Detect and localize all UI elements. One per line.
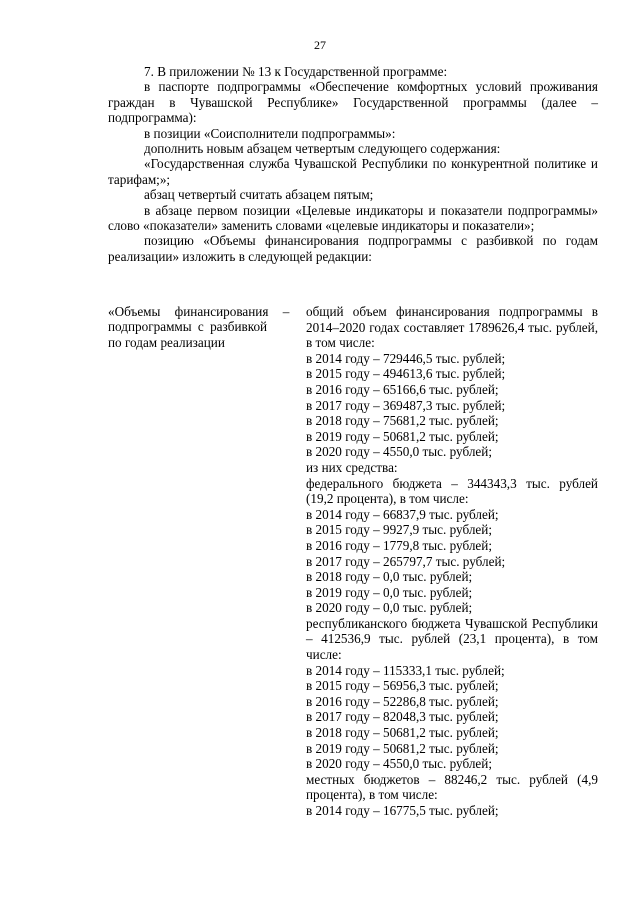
financing-year-line: в 2018 году – 75681,2 тыс. рублей;: [306, 413, 499, 429]
financing-year-line: в 2019 году – 0,0 тыс. рублей;: [306, 584, 473, 600]
amendment-text: [108, 64, 598, 264]
paragraph-passport: в паспорте подпрограммы «Обеспечение комфортных условий проживания граждан в Чувашской Республике» Государственной программы (далее – подпрограмма):: [108, 79, 598, 126]
financing-year-line: в 2016 году – 52286,8 тыс. рублей;: [306, 693, 499, 709]
financing-year-line: в 2014 году – 16775,5 тыс. рублей;: [306, 803, 499, 818]
financing-year-line: в 2014 году – 66837,9 тыс. рублей;: [306, 506, 499, 522]
financing-values-cell: [306, 304, 598, 819]
financing-label-line: по годам реализации: [108, 334, 225, 350]
financing-year-line: в 2017 году – 369487,3 тыс. рублей;: [306, 397, 506, 413]
paragraph-state-service: «Государственная служба Чувашской Республики по конкурентной политике и тарифам;»;: [108, 156, 598, 187]
financing-summary-text: республиканского бюджета Чувашской Республики – 412536,9 тыс. рублей (23,1 процента), в том числе:: [306, 615, 598, 663]
financing-year-line: в 2020 году – 4550,0 тыс. рублей;: [306, 444, 492, 460]
financing-year-line: в 2018 году – 50681,2 тыс. рублей;: [306, 725, 499, 741]
financing-summary-text: федерального бюджета – 344343,3 тыс. рублей (19,2 процента), в том числе:: [306, 475, 598, 507]
financing-summary-text: общий объем финансирования подпрограммы в 2014–2020 годах составляет 1789626,4 тыс. рублей, в том числе:: [306, 304, 598, 351]
financing-year-line: в 2020 году – 0,0 тыс. рублей;: [306, 600, 473, 616]
paragraph-renumber: абзац четвертый считать абзацем пятым;: [144, 187, 374, 203]
paragraph-add-abzac: дополнить новым абзацем четвертым следующего содержания:: [144, 141, 501, 157]
financing-year-line: в 2017 году – 82048,3 тыс. рублей;: [306, 709, 499, 725]
financing-label-line: «Объемы финансирования –: [108, 304, 290, 319]
financing-year-line: в 2017 году – 265797,7 тыс. рублей;: [306, 553, 506, 569]
financing-year-line: в 2015 году – 494613,6 тыс. рублей;: [306, 366, 506, 382]
paragraph-indicators: в абзаце первом позиции «Целевые индикаторы и показатели подпрограммы» слово «показатели» заменить словами «целевые индикаторы и показатели»;: [108, 202, 598, 234]
financing-year-line: в 2015 году – 9927,9 тыс. рублей;: [306, 522, 492, 538]
financing-summary-text: местных бюджетов – 88246,2 тыс. рублей (4,9 процента), в том числе:: [306, 771, 598, 803]
financing-year-line: из них средства:: [306, 459, 398, 475]
financing-label-line: подпрограммы с разбивкой: [108, 319, 268, 335]
financing-year-line: в 2018 году – 0,0 тыс. рублей;: [306, 569, 473, 585]
paragraph-financing-position: позицию «Объемы финансирования подпрограммы с разбивкой по годам реализации» изложить в следующей редакции:: [108, 233, 598, 264]
financing-year-line: в 2014 году – 115333,1 тыс. рублей;: [306, 662, 505, 678]
financing-year-line: в 2016 году – 65166,6 тыс. рублей;: [306, 381, 499, 397]
financing-year-line: в 2020 году – 4550,0 тыс. рублей;: [306, 756, 492, 772]
financing-label-cell: [108, 304, 290, 350]
financing-year-line: в 2015 году – 56956,3 тыс. рублей;: [306, 678, 499, 694]
page-number: 27: [314, 38, 326, 52]
financing-year-line: в 2019 году – 50681,2 тыс. рублей;: [306, 740, 499, 756]
financing-year-line: в 2019 году – 50681,2 тыс. рублей;: [306, 428, 499, 444]
paragraph-coexecutors: в позиции «Соисполнители подпрограммы»:: [144, 125, 396, 141]
financing-year-line: в 2016 году – 1779,8 тыс. рублей;: [306, 537, 492, 553]
financing-year-line: в 2014 году – 729446,5 тыс. рублей;: [306, 350, 506, 366]
paragraph-item-7: 7. В приложении № 13 к Государственной программе:: [144, 64, 448, 79]
